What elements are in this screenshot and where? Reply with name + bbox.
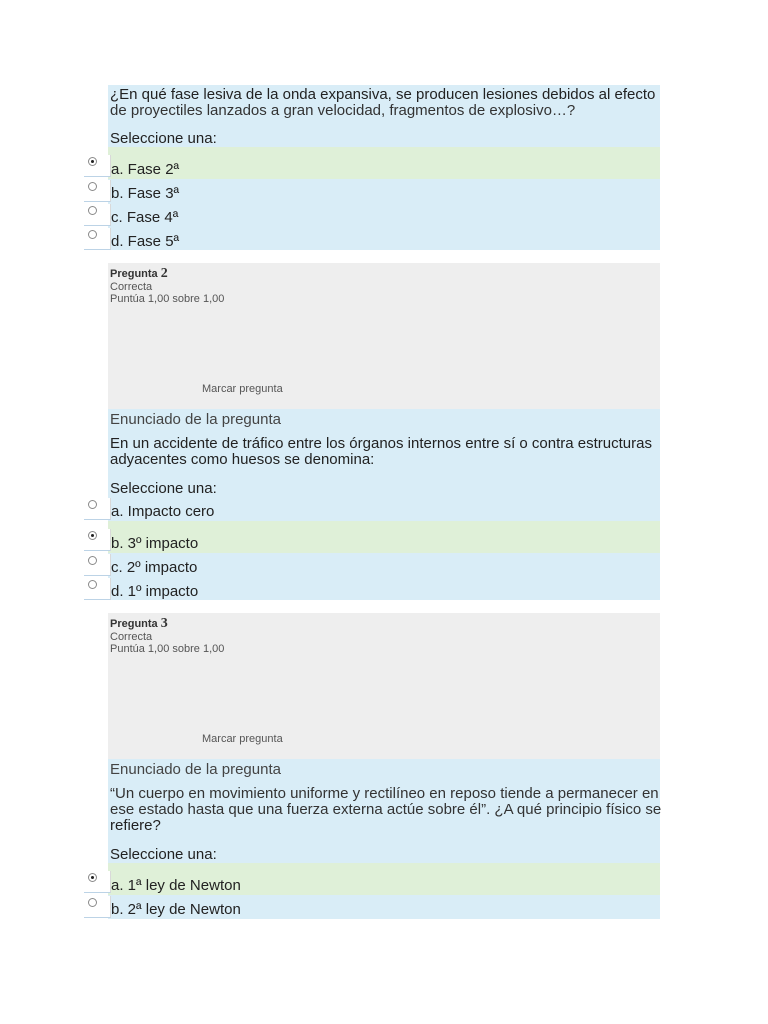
radio-checked-icon xyxy=(88,157,97,166)
question-statement-heading: Enunciado de la pregunta xyxy=(108,759,660,784)
radio-unchecked-icon xyxy=(88,898,97,907)
answer-option-label: d. Fase 5ª xyxy=(111,233,180,250)
answer-radio[interactable] xyxy=(84,871,111,893)
question-text-line: de proyectiles lanzados a gran velocidad, fragmentos de explosivo…? xyxy=(110,102,576,119)
radio-unchecked-icon xyxy=(88,230,97,239)
select-one-label: Seleccione una: xyxy=(108,476,660,497)
question-2-text xyxy=(108,434,660,476)
question-text-line: En un accidente de tráfico entre los órganos internos entre sí o contra estructuras xyxy=(110,435,652,452)
answer-option[interactable] xyxy=(108,497,660,521)
answer-option[interactable] xyxy=(108,179,660,203)
radio-unchecked-icon xyxy=(88,206,97,215)
question-text-line: ese estado hasta que una fuerza externa actúe sobre él”. ¿A qué principio físico se xyxy=(110,801,662,818)
answer-radio[interactable] xyxy=(84,180,111,202)
answer-option[interactable] xyxy=(108,147,660,179)
question-number-value: 3 xyxy=(160,616,168,631)
question-number-value: 2 xyxy=(160,266,168,281)
answer-option[interactable] xyxy=(108,521,660,553)
question-number xyxy=(110,616,168,632)
flag-question-link[interactable]: Marcar pregunta xyxy=(202,733,283,745)
question-text-line: refiere? xyxy=(110,817,161,834)
question-state: Correcta xyxy=(110,631,153,643)
question-statement-heading: Enunciado de la pregunta xyxy=(108,409,660,434)
question-text-line: adyacentes como huesos se denomina: xyxy=(110,451,375,468)
answer-option-label: b. 3º impacto xyxy=(111,535,199,552)
question-label: Pregunta xyxy=(110,268,158,280)
answer-radio[interactable] xyxy=(84,204,111,226)
select-one-label: Seleccione una: xyxy=(108,123,660,147)
question-3-text xyxy=(108,784,660,842)
question-text-line: “Un cuerpo en movimiento uniforme y rectilíneo en reposo tiende a permanecer en xyxy=(110,785,659,802)
question-grade: Puntúa 1,00 sobre 1,00 xyxy=(110,293,225,305)
question-number xyxy=(110,266,168,282)
question-label: Pregunta xyxy=(110,618,158,630)
answer-option[interactable] xyxy=(108,895,660,919)
answer-option-label: a. Fase 2ª xyxy=(111,161,180,178)
answer-option-label: d. 1º impacto xyxy=(111,583,199,600)
answer-option[interactable] xyxy=(108,227,660,250)
answer-radio[interactable] xyxy=(84,529,111,551)
radio-unchecked-icon xyxy=(88,556,97,565)
select-one-label: Seleccione una: xyxy=(108,842,660,863)
answer-radio[interactable] xyxy=(84,155,111,177)
answer-option-label: b. Fase 3ª xyxy=(111,185,180,202)
answer-radio[interactable] xyxy=(84,896,111,918)
answer-option[interactable] xyxy=(108,203,660,227)
radio-unchecked-icon xyxy=(88,500,97,509)
answer-option[interactable] xyxy=(108,577,660,600)
answer-radio[interactable] xyxy=(84,228,111,250)
radio-unchecked-icon xyxy=(88,580,97,589)
answer-option[interactable] xyxy=(108,553,660,577)
radio-checked-icon xyxy=(88,873,97,882)
question-text-line: ¿En qué fase lesiva de la onda expansiva, se producen lesiones debidos al efecto xyxy=(110,86,656,103)
question-2-info xyxy=(108,263,660,409)
answer-radio[interactable] xyxy=(84,578,111,600)
question-3-info xyxy=(108,613,660,759)
question-grade: Puntúa 1,00 sobre 1,00 xyxy=(110,643,225,655)
answer-option[interactable] xyxy=(108,863,660,895)
answer-option-label: a. Impacto cero xyxy=(111,503,215,520)
question-state: Correcta xyxy=(110,281,153,293)
answer-radio[interactable] xyxy=(84,554,111,576)
answer-option-label: a. 1ª ley de Newton xyxy=(111,877,241,894)
radio-unchecked-icon xyxy=(88,182,97,191)
answer-option-label: c. 2º impacto xyxy=(111,559,198,576)
radio-checked-icon xyxy=(88,531,97,540)
flag-question-link[interactable]: Marcar pregunta xyxy=(202,383,283,395)
question-1-text xyxy=(108,85,660,123)
answer-option-label: c. Fase 4ª xyxy=(111,209,179,226)
answer-option-label: b. 2ª ley de Newton xyxy=(111,901,241,918)
answer-radio[interactable] xyxy=(84,498,111,520)
